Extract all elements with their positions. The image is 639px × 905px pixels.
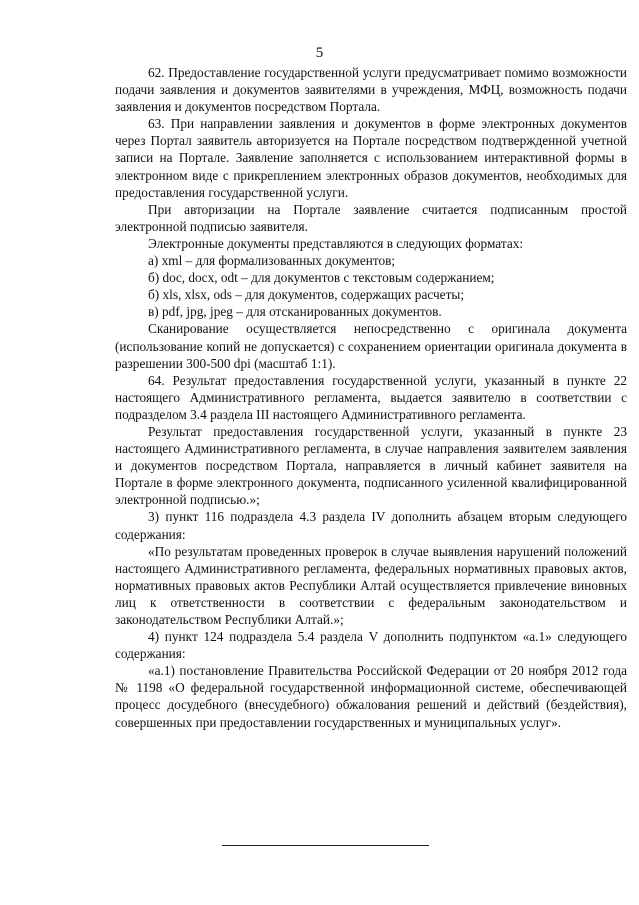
paragraph-63: 63. При направлении заявления и документов в форме электронных документов через Портал заявитель авторизуется на Портале посредством подтвержденной учетной записи на Портале. Заявление заполняется с использованием интерактивной формы в электронном виде с прикреплением электронных образов документов, необходимых для предоставления государственной услуги.	[115, 116, 627, 200]
list-item-pdf: в) pdf, jpg, jpeg – для отсканированных документов.	[148, 304, 442, 320]
paragraph-amendment-3: 3) пункт 116 подраздела 4.3 раздела IV дополнить абзацем вторым следующего содержания:	[115, 509, 627, 542]
paragraph-amendment-4: 4) пункт 124 подраздела 5.4 раздела V дополнить подпунктом «а.1» следующего содержания:	[115, 629, 627, 662]
paragraph-authorization: При авторизации на Портале заявление считается подписанным простой электронной подписью заявителя.	[115, 201, 627, 234]
paragraph-62: 62. Предоставление государственной услуги предусматривает помимо возможности подачи заявления и документов заявителями в учреждения, МФЦ, возможность подачи заявления и документов посредством Портала.	[115, 65, 627, 115]
list-item-xml: а) xml – для формализованных документов;	[148, 253, 396, 269]
list-item-doc: б) doc, docx, odt – для документов с текстовым содержанием;	[148, 270, 495, 286]
list-item-xls: б) xls, xlsx, ods – для документов, содержащих расчеты;	[148, 287, 465, 303]
page-number: 5	[315, 45, 324, 61]
paragraph-formats-intro: Электронные документы представляются в следующих форматах:	[148, 235, 524, 251]
paragraph-64: 64. Результат предоставления государственной услуги, указанный в пункте 22 настоящего Административного регламента, выдается заявителю в соответствии с подразделом 3.4 раздела III настоящего Административного регламента.	[115, 372, 627, 422]
document-body	[115, 64, 627, 731]
paragraph-quote-a1: «а.1) постановление Правительства Российской Федерации от 20 ноября 2012 года № 1198 «О федеральной государственной информационной системе, обеспечивающей процесс досудебного (внесудебного) обжалования решений и действий (бездействия), совершенных при предоставлении государственных и муниципальных услуг».	[115, 663, 627, 730]
paragraph-quote-116: «По результатам проведенных проверок в случае выявления нарушений положений настоящего Административного регламента, федеральных нормативных правовых актов, нормативных правовых актов Республики Алтай осуществляется привлечение виновных лиц к ответственности в соответствии с федеральным законодательством и законодательством Республики Алтай.»;	[115, 543, 627, 627]
separator-line	[222, 845, 429, 846]
paragraph-scanning: Сканирование осуществляется непосредственно с оригинала документа (использование копий не допускается) с сохранением ориентации оригинала документа в разрешении 300-500 dpi (масштаб 1:1).	[115, 321, 627, 371]
paragraph-result-23: Результат предоставления государственной услуги, указанный в пункте 23 настоящего Административного регламента, в случае направления заявителем заявления и документов посредством Портала, направляется в личный кабинет заявителя на Портале в форме электронного документа, подписанного усиленной квалифицированной электронной подписью.»;	[115, 423, 627, 508]
